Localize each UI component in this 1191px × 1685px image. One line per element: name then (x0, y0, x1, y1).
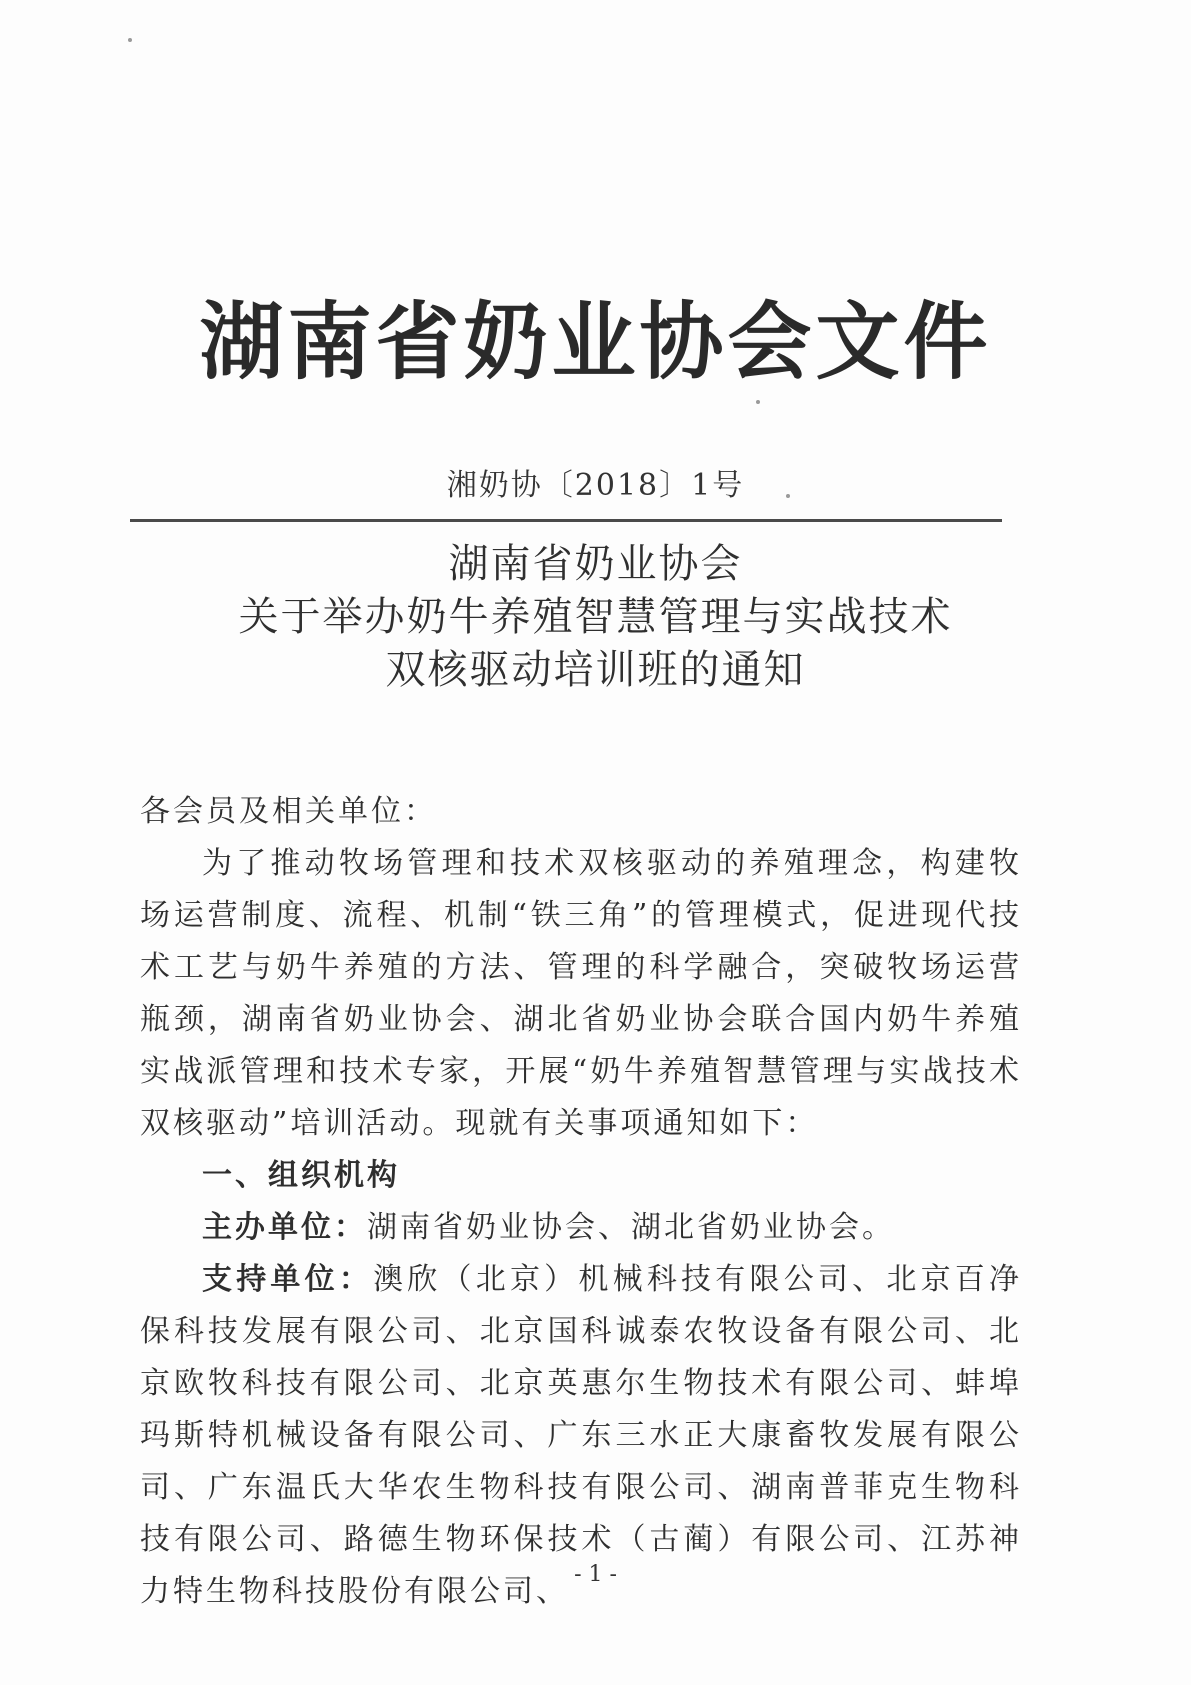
notice-body (140, 786, 1022, 1618)
header-divider (130, 519, 1002, 522)
host-value: 湖南省奶业协会、湖北省奶业协会。 (367, 1210, 895, 1245)
notice-title (0, 538, 1191, 697)
salutation: 各会员及相关单位： (140, 794, 437, 829)
page-number: - 1 - (574, 1562, 617, 1587)
intro-paragraph: 为了推动牧场管理和技术双核驱动的养殖理念，构建牧场运营制度、流程、机制“铁三角”的管理模式，促进现代技术工艺与奶牛养殖的方法、管理的科学融合，突破牧场运营瓶颈，湖南省奶业协会、湖北省奶业协会联合国内奶牛养殖实战派管理和技术专家，开展“奶牛养殖智慧管理与实战技术双核驱动”培训活动。现就有关事项通知如下： (140, 846, 1022, 1141)
host-paragraph (140, 1202, 1022, 1254)
notice-title-line-3: 双核驱动培训班的通知 (385, 647, 806, 693)
notice-title-line-1: 湖南省奶业协会 (448, 541, 743, 587)
scan-dot (128, 38, 132, 42)
section-heading-organization: 一、组织机构 (202, 1158, 400, 1193)
document-header-title: 湖南省奶业协会文件 (199, 293, 992, 391)
scan-dot (756, 400, 760, 404)
document-number: 湘奶协〔2018〕1号 (446, 468, 745, 503)
notice-title-line-2: 关于举办奶牛养殖智慧管理与实战技术 (238, 594, 953, 640)
support-label: 支持单位： (202, 1262, 374, 1297)
support-value: 澳欣（北京）机械科技有限公司、北京百净保科技发展有限公司、北京国科诚泰农牧设备有限公司、北京欧牧科技有限公司、北京英惠尔生物技术有限公司、蚌埠玛斯特机械设备有限公司、广东三水正大康畜牧发展有限公司、广东温氏大华农生物科技有限公司、湖南普菲克生物科技有限公司、路德生物环保技术（古蔺）有限公司、江苏神力特生物科技股份有限公司、 (140, 1262, 1023, 1609)
host-label: 主办单位： (202, 1210, 367, 1245)
